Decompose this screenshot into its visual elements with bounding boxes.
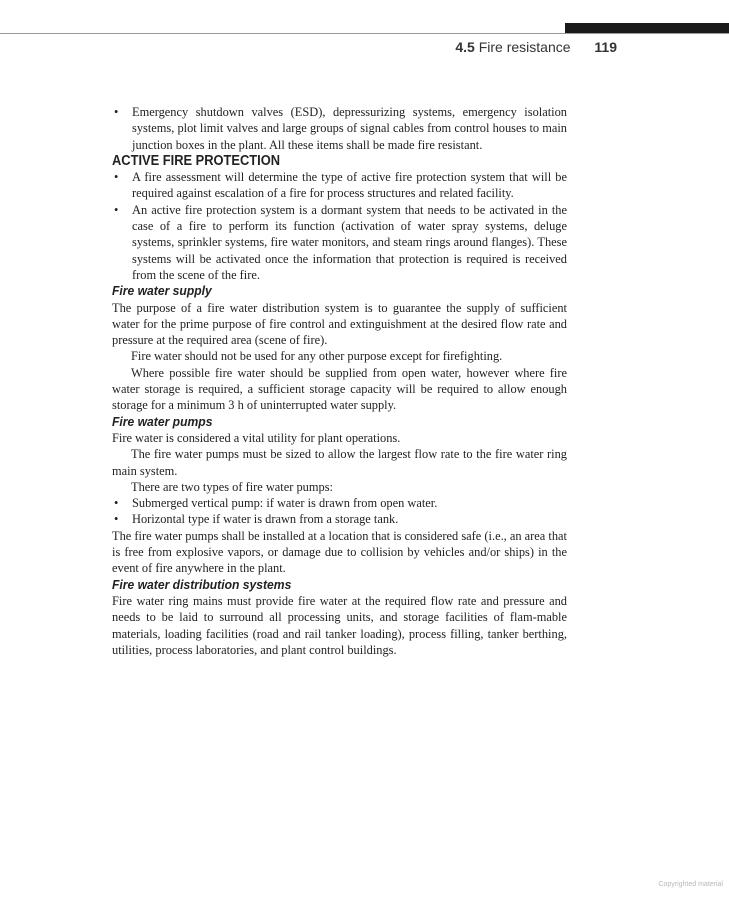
page-body	[112, 104, 567, 658]
fire-water-pumps-heading: Fire water pumps	[112, 413, 213, 429]
list-item: • Horizontal type if water is drawn from a storage tank.	[112, 511, 567, 527]
fire-water-supply-heading: Fire water supply	[112, 283, 212, 299]
section-title: Fire resistance	[478, 39, 571, 55]
list-item: • A fire assessment will determine the type of active fire protection system that will be required against escalation of a fire for process structures and related facility.	[112, 169, 567, 202]
paragraph: There are two types of fire water pumps:	[131, 479, 333, 494]
active-fire-protection-bullets	[112, 169, 567, 283]
intro-bullet-list	[112, 104, 567, 153]
running-head	[300, 39, 617, 55]
paragraph: Fire water is considered a vital utility for plant operations.	[112, 430, 401, 445]
pump-types-list	[112, 495, 567, 528]
paragraph: The fire water pumps must be sized to allow the largest flow rate to the fire water ring main system.	[112, 447, 567, 478]
header-rule	[0, 33, 729, 34]
page-number: 119	[594, 39, 617, 55]
copyright-watermark: Copyrighted material	[658, 881, 723, 888]
paragraph: The fire water pumps shall be installed at a location that is considered safe (i.e., an area that is free from explosive vapors, or damage due to collision by vehicles and/or ships) in the event of fire anywhere in the plant.	[112, 528, 567, 576]
paragraph: Where possible fire water should be supplied from open water, however where fire water storage is required, a sufficient storage capacity will be required to allow enough storage for a minimum 3 h of uninterrupted water supply.	[112, 365, 567, 413]
section-number: 4.5	[455, 39, 475, 55]
list-item: • Submerged vertical pump: if water is drawn from open water.	[112, 495, 567, 511]
active-fire-protection-heading: ACTIVE FIRE PROTECTION	[112, 152, 281, 169]
list-item: • An active fire protection system is a dormant system that needs to be activated in the case of a fire to perform its function (activation of water spray systems, deluge systems, sprinkler systems, fire water monitors, and steam rings around flanges). These systems will be activated once the information that protection is required is received from the scene of the fire.	[112, 202, 567, 283]
paragraph: Fire water should not be used for any other purpose except for firefighting.	[131, 349, 503, 364]
list-item: • Emergency shutdown valves (ESD), depressurizing systems, emergency isolation systems, plot limit valves and large groups of signal cables from control houses to main junction boxes in the plant. All these items shall be made fire resistant.	[112, 104, 567, 153]
header-black-bar	[565, 23, 729, 33]
paragraph: The purpose of a fire water distribution system is to guarantee the supply of sufficient water for the prime purpose of fire control and extinguishment at the desired flow rate and pressure at the required area (scene of fire).	[112, 300, 567, 348]
paragraph: Fire water ring mains must provide fire water at the required flow rate and pressure and needs to be laid to surround all processing units, and storage facilities of flam-mable materials, loading facilities (road and rail tanker loading), process filling, tanker berthing, utilities, process laboratories, and plant control buildings.	[112, 593, 567, 657]
fire-water-distribution-heading: Fire water distribution systems	[112, 576, 292, 592]
